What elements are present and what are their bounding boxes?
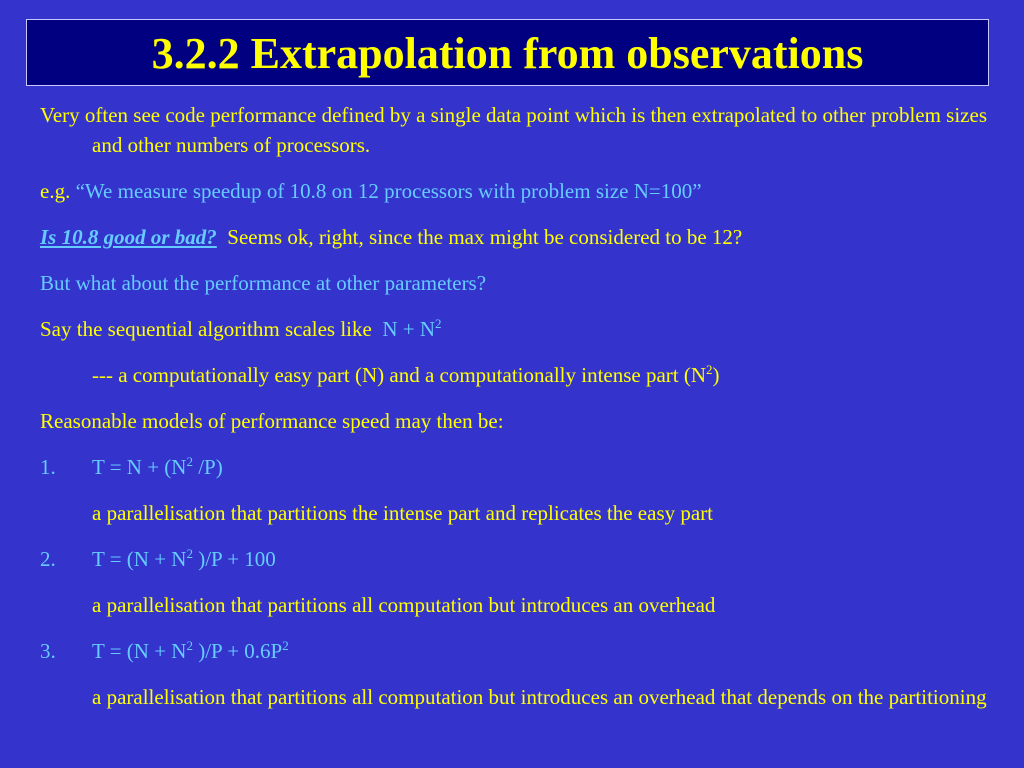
- example-quote: “We measure speedup of 10.8 on 12 processors with problem size N=100”: [75, 179, 702, 203]
- model-1-formula-a: T = N + (N: [92, 455, 187, 479]
- other-parameters-line: But what about the performance at other parameters?: [40, 271, 487, 295]
- models-intro: Reasonable models of performance speed may then be:: [40, 409, 504, 433]
- intro-paragraph: Very often see code performance defined by a single data point which is then extrapolated to other problem sizes and other numbers of processors.: [40, 103, 987, 157]
- model-1-formula-exponent: 2: [186, 454, 193, 469]
- model-3-formula-exponent-2: 2: [282, 638, 289, 653]
- slide-title: 3.2.2 Extrapolation from observations: [151, 28, 864, 78]
- model-2-number: 2.: [40, 547, 56, 571]
- model-3-formula-exponent: 2: [186, 638, 193, 653]
- model-3-formula-line: [40, 636, 1000, 666]
- model-2-formula-exponent: 2: [186, 546, 193, 561]
- model-2-formula-b: )/P + 100: [192, 547, 276, 571]
- parts-text: --- a computationally easy part (N) and a computationally intense part (N: [92, 363, 707, 387]
- slide-body: [40, 100, 1000, 728]
- model-2-description: a parallelisation that partitions all computation but introduces an overhead: [92, 593, 716, 617]
- model-3-description: a parallelisation that partitions all computation but introduces an overhead that depends on the partitioning: [92, 685, 987, 709]
- title-box: [26, 19, 989, 86]
- example-line: [40, 176, 1000, 206]
- sequential-formula-base: N + N: [382, 317, 436, 341]
- model-1-formula-b: /P): [192, 455, 223, 479]
- model-2-formula-a: T = (N + N: [92, 547, 187, 571]
- question-line: [40, 222, 1000, 252]
- model-1-formula-line: [40, 452, 1000, 482]
- parts-exponent: 2: [706, 362, 713, 377]
- model-3-number: 3.: [40, 639, 56, 663]
- parts-line: [40, 360, 1000, 390]
- sequential-formula-exponent: 2: [435, 316, 442, 331]
- question-answer: Seems ok, right, since the max might be considered to be 12?: [227, 225, 743, 249]
- sequential-line: [40, 314, 1000, 344]
- parts-close: ): [712, 363, 720, 387]
- sequential-prefix: Say the sequential algorithm scales like: [40, 317, 372, 341]
- sequential-formula: [382, 317, 441, 341]
- example-prefix: e.g.: [40, 179, 71, 203]
- model-1-number: 1.: [40, 455, 56, 479]
- model-3-formula-a: T = (N + N: [92, 639, 187, 663]
- question-link[interactable]: Is 10.8 good or bad?: [40, 225, 217, 249]
- model-2-formula-line: [40, 544, 1000, 574]
- model-1-description: a parallelisation that partitions the intense part and replicates the easy part: [92, 501, 714, 525]
- model-3-formula-b: )/P + 0.6P: [192, 639, 283, 663]
